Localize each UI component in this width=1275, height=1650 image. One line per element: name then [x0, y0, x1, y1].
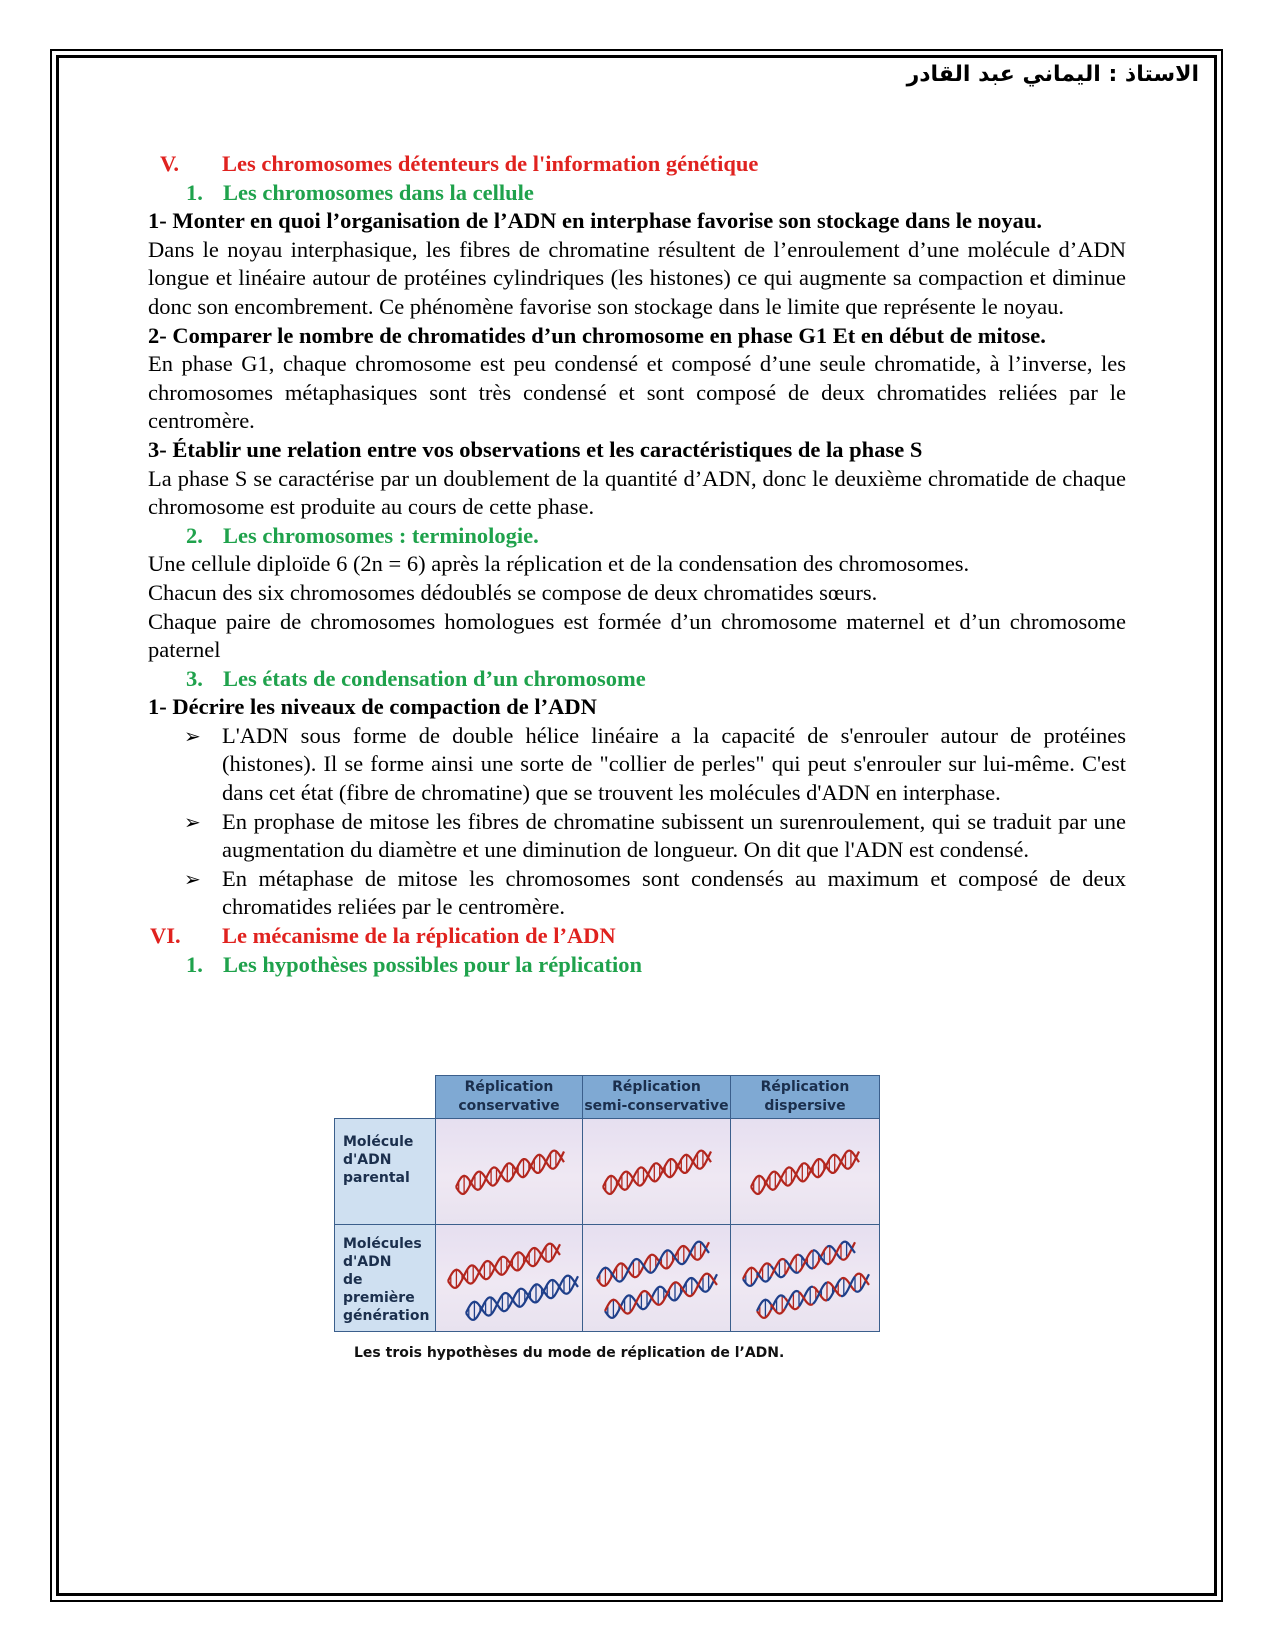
section-5-3-heading [148, 665, 1126, 694]
terminology-paragraph-3: Chaque paire de chromosomes homologues est formée d’un chromosome maternel et d’un chromosome paternel [148, 608, 1126, 663]
replication-hypotheses-figure [340, 1075, 900, 1365]
cell-semi-conservative-first-generation [582, 1224, 731, 1332]
helix-strand [799, 1287, 813, 1307]
row-header-parental: Molécule d'ADN parental [334, 1118, 436, 1225]
section-5-2-number: 2. [186, 522, 203, 548]
section-6-heading [148, 922, 1126, 951]
cell-conservative-parental [435, 1118, 583, 1225]
figure-caption: Les trois hypothèses du mode de réplication de l’ADN. [354, 1345, 785, 1361]
row-header-first-generation: Molécules d'ADN de première génération [334, 1224, 436, 1332]
answer-3: La phase S se caractérise par un doublement de la quantité d’ADN, donc le deuxième chromatide de chaque chromosome est produite au cours de cette phase. [148, 465, 1126, 520]
answer-1: Dans le noyau interphasique, les fibres de chromatine résultent de l’enroulement d’une molécule d’ADN longue et linéaire autour de protéines cylindriques (les histones) ce qui augmente sa compaction et diminue donc son encombrement. Ce phénomène favorise son stockage dans le limite que représente le noyau. [148, 236, 1126, 319]
helix-strand [841, 1276, 855, 1296]
cell-semi-conservative-parental [582, 1118, 731, 1225]
question-2: 2- Comparer le nombre de chromatides d’un chromosome en phase G1 Et en début de mitose. [148, 322, 1046, 348]
helix-strand [466, 1276, 578, 1316]
helix-strand [597, 1242, 709, 1282]
answer-2: En phase G1, chaque chromosome est peu condensé et composé d’une seule chromatide, à l’inverse, les chromosomes métaphasiques sont très condensé et sont composé de deux chromatides reliées par le centromère. [148, 351, 1126, 434]
helix-strand [771, 1304, 785, 1313]
cell-dispersive-first-generation [730, 1224, 880, 1332]
section-5-3-number: 3. [186, 665, 203, 691]
helix-strand [743, 1268, 757, 1279]
section-5-2-title: Les chromosomes : terminologie. [223, 522, 539, 548]
section-6-1-number: 1. [186, 951, 203, 977]
helix-strand [827, 1244, 841, 1264]
teacher-name: الاستاذ : اليماني عبد القادر [906, 62, 1199, 87]
column-header-conservative: Réplication conservative [435, 1075, 583, 1119]
dna-helix-icon [583, 1119, 732, 1226]
section-5-number: V. [160, 151, 179, 176]
dna-helix-icon [583, 1225, 732, 1333]
column-header-dispersive: Réplication dispersive [730, 1075, 880, 1119]
list-item: ➢ L'ADN sous forme de double hélice linéaire a la capacité de s'enrouler autour de protéines (histones). Il se forme ainsi une sorte de "collier de perles" qui peut s'enrouler sur lui-même. C'est dans cet état (fibre de chromatine) que se trouvent les molécules d'ADN en interphase. [184, 722, 1126, 806]
section-5-2-heading [148, 522, 1126, 551]
list-item: ➢ En prophase de mitose les fibres de chromatine subissent un surenroulement, qui se traduit par une augmentation du diamètre et une diminution de longueur. On dit que l'ADN est condensé. [184, 808, 1126, 863]
cell-dispersive-parental [730, 1118, 880, 1225]
helix-strand [827, 1282, 841, 1296]
helix-strand [456, 1151, 564, 1190]
helix-strand [785, 1255, 799, 1275]
terminology-paragraph-1: Une cellule diploïde 6 (2n = 6) après la réplication et de la condensation des chromosomes. [148, 551, 970, 577]
question-3: 3- Établir une relation entre vos observations et les caractéristiques de la phase S [148, 436, 923, 462]
section-5-title: Les chromosomes détenteurs de l'information génétique [222, 151, 759, 176]
section-6-1-heading [148, 951, 1126, 980]
helix-strand [603, 1151, 711, 1190]
question-1: 1- Monter en quoi l’organisation de l’ADN en interphase favorise son stockage dans le noyau. [148, 208, 1042, 234]
dna-helix-icon [731, 1225, 881, 1333]
section-6-title: Le mécanisme de la réplication de l’ADN [222, 923, 616, 949]
section-5-1-title: Les chromosomes dans la cellule [223, 179, 534, 205]
helix-strand [813, 1250, 827, 1264]
section-5-1-heading [148, 179, 1126, 208]
helix-strand [757, 1310, 771, 1318]
section-5-1-number: 1. [186, 179, 203, 205]
terminology-paragraph-2: Chacun des six chromosomes dédoublés se compose de deux chromatides sœurs. [148, 579, 878, 605]
arrow-bullet-icon: ➢ [184, 723, 201, 748]
section-6-number: VI. [150, 923, 181, 949]
dna-helix-icon [731, 1119, 881, 1226]
arrow-bullet-icon: ➢ [184, 866, 201, 891]
column-header-semi-conservative: Réplication semi-conservative [582, 1075, 731, 1119]
document-body [148, 150, 1126, 979]
section-5-heading [148, 150, 1126, 179]
dna-helix-icon [436, 1225, 584, 1333]
helix-strand [751, 1151, 859, 1190]
compaction-question: 1- Décrire les niveaux de compaction de l’ADN [148, 694, 597, 720]
helix-strand [448, 1244, 560, 1284]
section-5-3-title: Les états de condensation d’un chromosome [223, 665, 646, 691]
section-6-1-title: Les hypothèses possibles pour la réplication [223, 951, 643, 977]
arrow-bullet-icon: ➢ [184, 809, 201, 834]
compaction-list [148, 722, 1126, 922]
helix-strand [757, 1272, 771, 1281]
helix-strand [743, 1278, 757, 1286]
cell-conservative-first-generation [435, 1224, 583, 1332]
dna-helix-icon [436, 1119, 584, 1226]
list-item: ➢ En métaphase de mitose les chromosomes sont condensés au maximum et composé de deux chromatides reliées par le centromère. [184, 865, 1126, 920]
helix-strand [757, 1300, 771, 1311]
